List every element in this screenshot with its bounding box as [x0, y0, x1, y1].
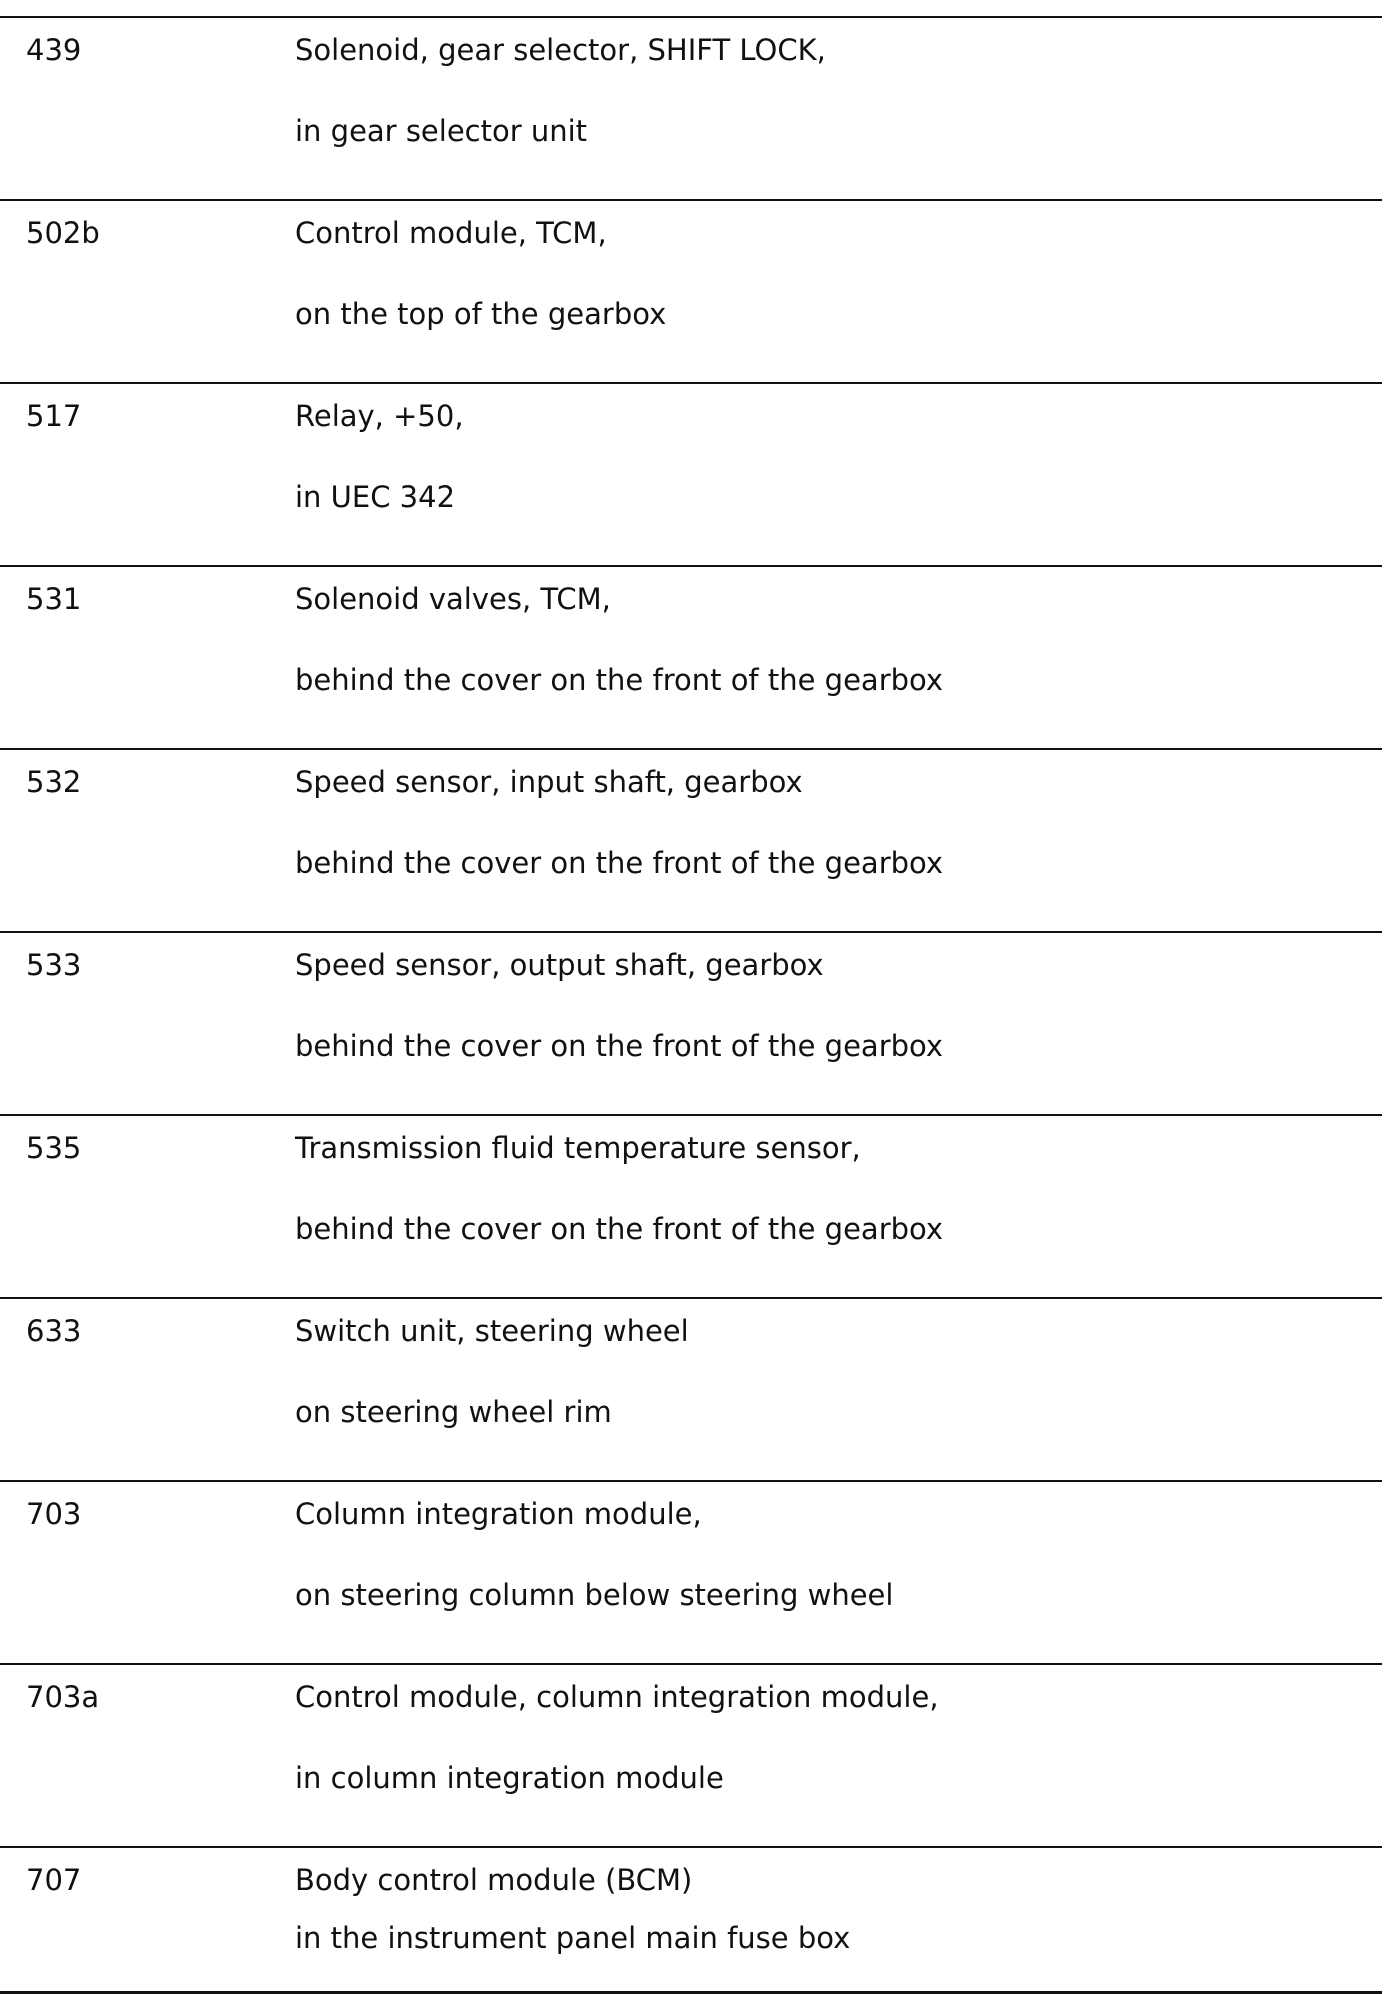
table-row	[0, 1116, 1382, 1299]
component-code: 535	[26, 1131, 82, 1165]
component-name: Column integration module,	[295, 1497, 702, 1531]
component-location: behind the cover on the front of the gearbox	[295, 663, 944, 697]
table-row	[0, 1848, 1382, 1994]
component-location: in gear selector unit	[295, 114, 588, 148]
component-location: on the top of the gearbox	[295, 297, 667, 331]
component-location: in UEC 342	[295, 480, 456, 514]
component-name: Solenoid valves, TCM,	[295, 582, 611, 616]
component-description	[295, 1313, 689, 1430]
component-description	[295, 398, 464, 515]
table-row	[0, 1482, 1382, 1665]
table-row	[0, 201, 1382, 384]
component-location: behind the cover on the front of the gearbox	[295, 846, 944, 880]
component-location: in column integration module	[295, 1761, 724, 1795]
component-name: Body control module (BCM)	[295, 1863, 693, 1897]
table-row	[0, 567, 1382, 750]
component-location: in the instrument panel main fuse box	[295, 1921, 851, 1955]
component-code: 533	[26, 948, 82, 982]
component-description	[295, 947, 943, 1064]
table-row	[0, 750, 1382, 933]
component-name: Transmission fluid temperature sensor,	[295, 1131, 861, 1165]
component-name: Speed sensor, input shaft, gearbox	[295, 765, 803, 799]
component-name: Speed sensor, output shaft, gearbox	[295, 948, 824, 982]
table-row	[0, 18, 1382, 201]
table-row	[0, 933, 1382, 1116]
component-code: 439	[26, 33, 82, 67]
component-location: on steering wheel rim	[295, 1395, 612, 1429]
table-row	[0, 1299, 1382, 1482]
component-description	[295, 215, 666, 332]
component-code: 531	[26, 582, 82, 616]
component-location: on steering column below steering wheel	[295, 1578, 894, 1612]
component-description	[295, 764, 943, 881]
component-description	[295, 1679, 939, 1796]
component-code: 633	[26, 1314, 82, 1348]
component-name: Control module, column integration module,	[295, 1680, 939, 1714]
component-name: Solenoid, gear selector, SHIFT LOCK,	[295, 33, 826, 67]
table-row	[0, 1665, 1382, 1848]
component-code: 707	[26, 1863, 82, 1897]
component-location: behind the cover on the front of the gearbox	[295, 1212, 944, 1246]
component-name: Relay, +50,	[295, 399, 464, 433]
component-code: 502b	[26, 216, 100, 250]
component-location: behind the cover on the front of the gearbox	[295, 1029, 944, 1063]
component-name: Switch unit, steering wheel	[295, 1314, 689, 1348]
component-description	[295, 1862, 850, 1956]
component-table	[0, 16, 1382, 1994]
component-code: 703a	[26, 1680, 100, 1714]
component-description	[295, 1130, 943, 1247]
component-description	[295, 581, 943, 698]
component-description	[295, 1496, 893, 1613]
component-code: 532	[26, 765, 82, 799]
component-name: Control module, TCM,	[295, 216, 607, 250]
table-row	[0, 384, 1382, 567]
component-description	[295, 32, 826, 149]
component-code: 703	[26, 1497, 82, 1531]
component-code: 517	[26, 399, 82, 433]
